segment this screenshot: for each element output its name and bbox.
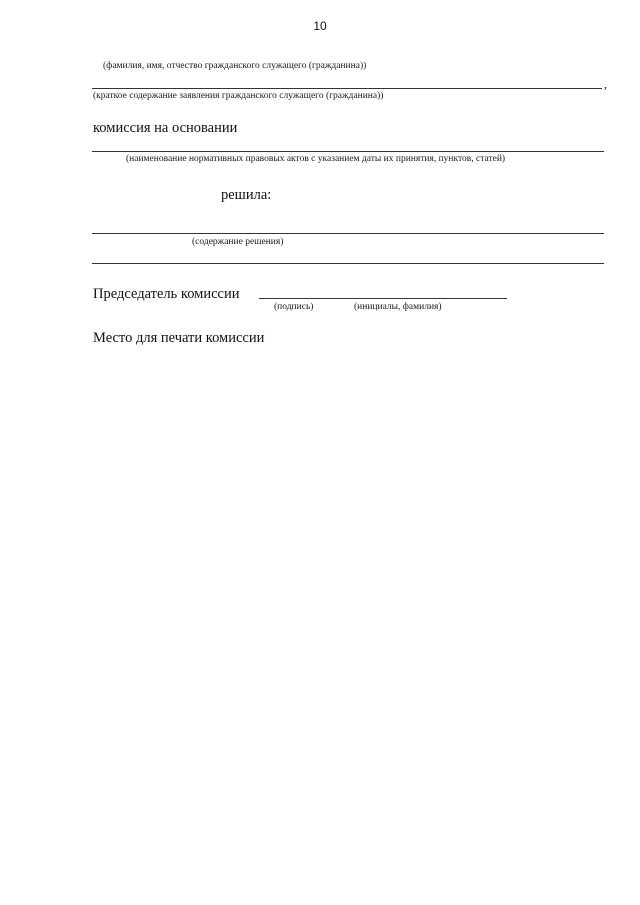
acts-caption: (наименование нормативных правовых актов с указанием даты их принятия, пунктов, статей) xyxy=(126,154,506,164)
signature-line xyxy=(259,298,507,299)
initials-caption: (инициалы, фамилия) xyxy=(354,302,442,312)
seal-place-text: Место для печати комиссии xyxy=(93,330,265,346)
chairman-label: Председатель комиссии xyxy=(93,286,240,302)
decision-caption: (содержание решения) xyxy=(192,237,284,247)
acts-line xyxy=(92,151,604,152)
decision-line-2 xyxy=(92,263,604,264)
page-number: 10 xyxy=(313,19,327,33)
statement-caption: (краткое содержание заявления гражданского служащего (гражданина)) xyxy=(93,91,384,101)
fio-line xyxy=(92,88,602,89)
decided-text: решила: xyxy=(221,187,272,203)
fio-comma: , xyxy=(604,77,607,91)
signature-caption: (подпись) xyxy=(274,302,314,312)
decision-line xyxy=(92,233,604,234)
fio-caption: (фамилия, имя, отчество гражданского служащего (гражданина)) xyxy=(103,61,367,71)
commission-basis-text: комиссия на основании xyxy=(93,120,238,136)
